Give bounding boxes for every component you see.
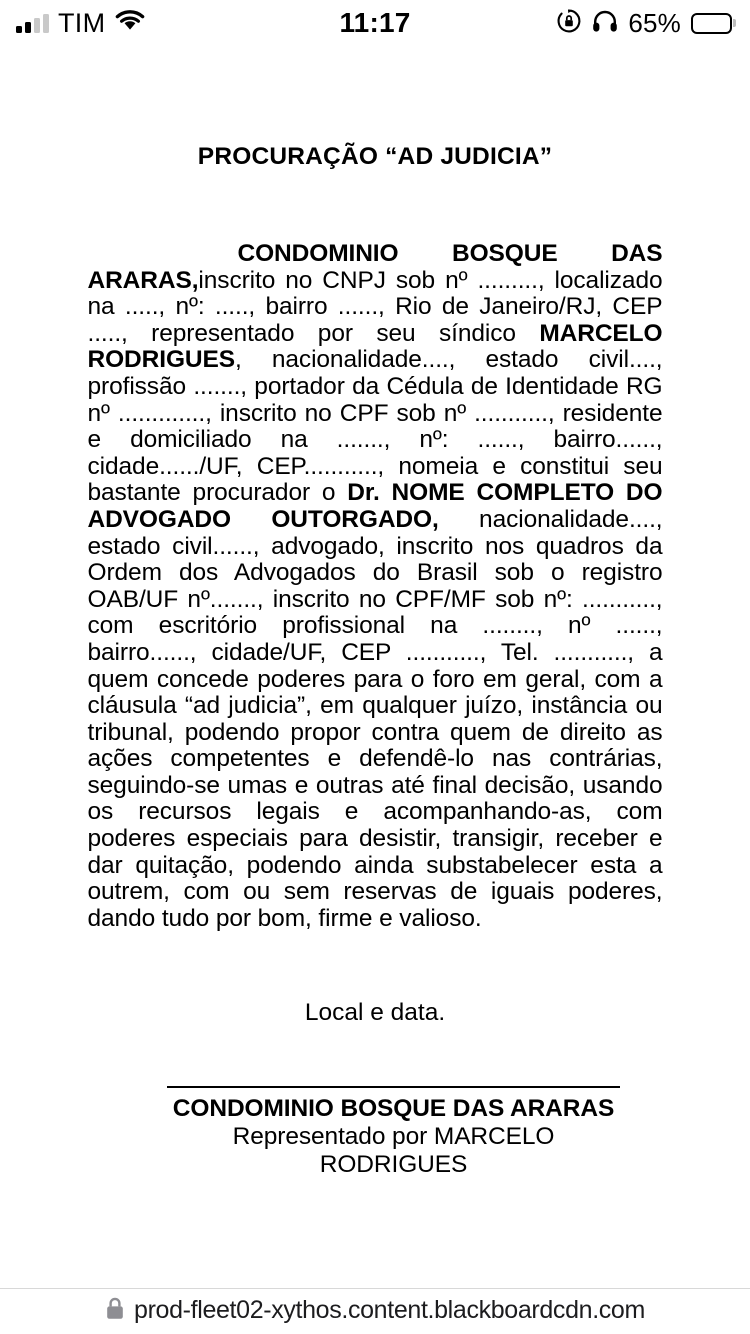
status-bar-right <box>556 8 732 39</box>
grantor-name: CONDOMINIO BOSQUE DAS ARARAS, <box>87 240 663 294</box>
body-text-part-3: nacionalidade...., estado civil......, advogado, inscrito nos quadros da Ordem dos Advogados do Brasil sob o registro OAB/UF nº......., inscrito no CPF/MF sob nº: ..........., com escritório profissional na ........, nº ......, bairro......, cidade/UF, CEP ..........., Tel. ..........., a quem concede poderes para o foro em geral, com a cláusula “ad judicia”, em qualquer juízo, instância ou tribunal, podendo propor contra quem de direito as ações competentes e defendê-lo nas contrárias, seguindo-se umas e outras até final decisão, usando os recursos legais e acompanhando-as, com poderes especiais para desistir, transigir, receber e dar quitação, podendo ainda substabelecer esta a outrem, com ou sem reservas de iguais poderes, dando tudo por bom, firme e valioso. <box>87 505 663 932</box>
document-body <box>88 171 663 932</box>
status-bar-left <box>16 7 145 38</box>
place-and-date: Local e data. <box>304 999 446 1027</box>
body-text-part-1: inscrito no CNPJ sob nº ........., localizado na ....., nº: ....., bairro ......, Rio de Janeiro/RJ, CEP ....., representado por seu síndico <box>87 266 663 347</box>
signature-representative: Representado por MARCELO RODRIGUES <box>232 1123 555 1179</box>
rotation-lock-icon <box>556 8 582 39</box>
representative-name: MARCELO RODRIGUES <box>87 319 663 374</box>
url-text[interactable]: prod-fleet02-xythos.content.blackboardcdn.com <box>134 1296 645 1324</box>
browser-url-bar[interactable] <box>0 1288 750 1334</box>
document-viewer[interactable] <box>0 46 750 1288</box>
signature-name: CONDOMINIO BOSQUE DAS ARARAS <box>172 1095 615 1123</box>
signal-bars-icon <box>16 14 49 33</box>
lock-icon <box>105 1296 125 1326</box>
body-text-part-2: , nacionalidade...., estado civil...., profissão ......., portador da Cédula de Identidade RG nº ............., inscrito no CPF sob nº ..........., residente e domiciliado na ......., nº: ......, bairro......, cidade....../UF, CEP..........., nomeia e constitui seu bastante procurador o <box>87 346 663 507</box>
wifi-icon <box>115 10 145 37</box>
status-bar-clock: 11:17 <box>339 7 411 38</box>
carrier-label: TIM <box>58 7 106 38</box>
battery-percent-label: 65% <box>628 7 681 38</box>
document-title: PROCURAÇÃO “AD JUDICIA” <box>197 143 553 170</box>
signature-line <box>167 1086 620 1088</box>
attorney-name: Dr. NOME COMPLETO DO ADVOGADO OUTORGADO, <box>87 479 663 533</box>
document-paragraph <box>88 241 663 932</box>
signature-block <box>167 1086 620 1179</box>
battery-icon <box>691 13 732 34</box>
status-bar <box>0 0 750 46</box>
headphones-icon <box>592 9 618 38</box>
